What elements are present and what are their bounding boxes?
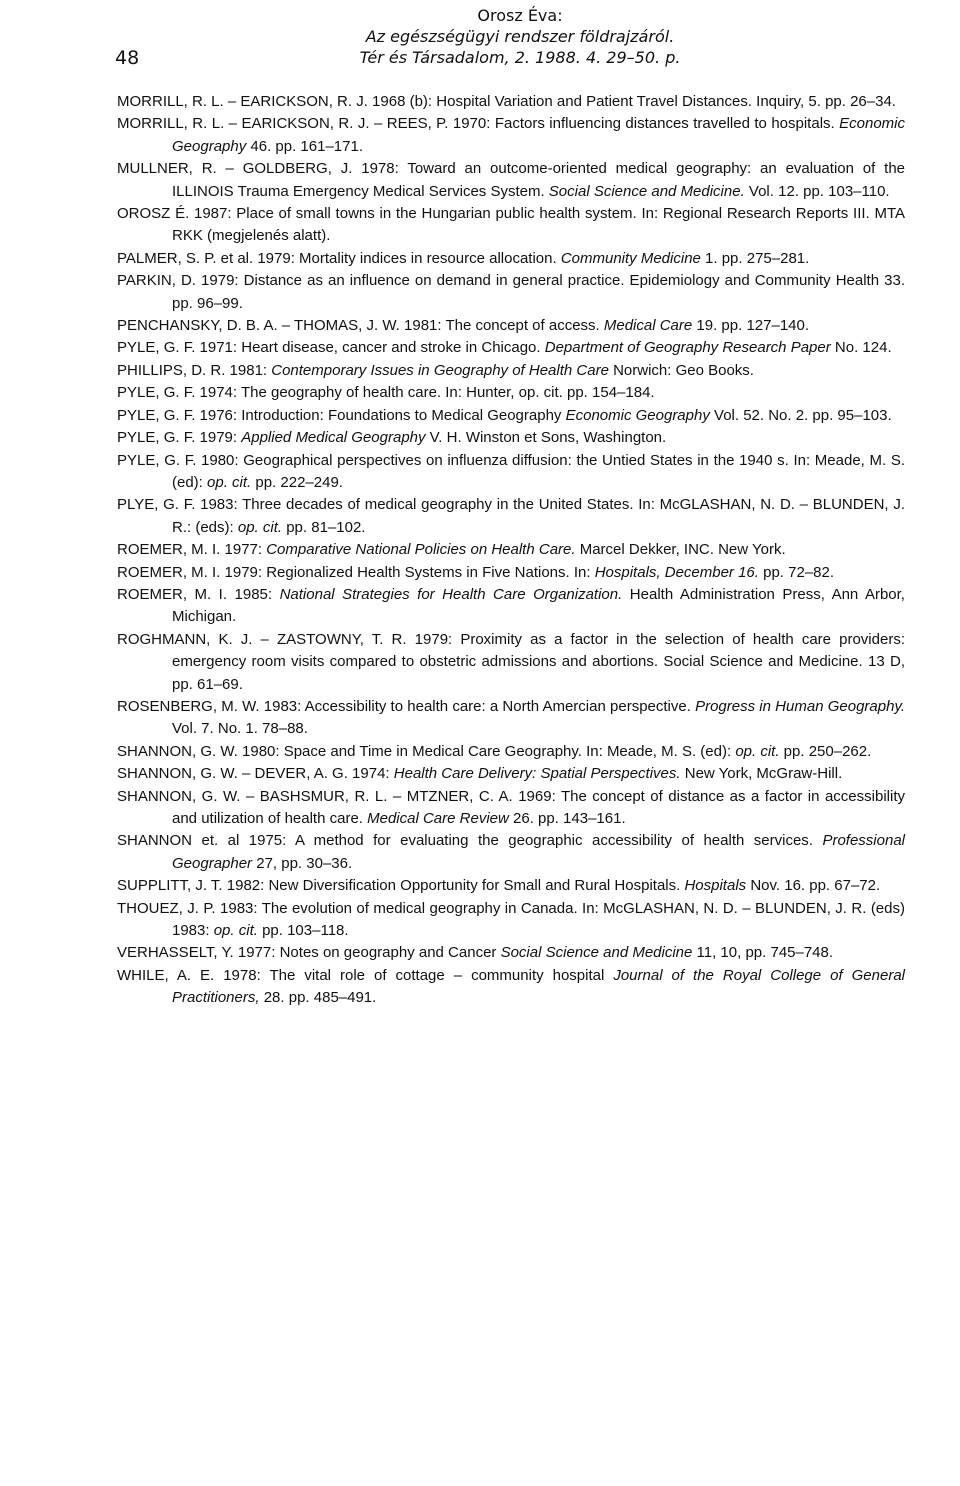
header-title: Az egészségügyi rendszer földrajzáról. [365, 27, 675, 46]
reference-entry: ROEMER, M. I. 1985: National Strategies for Health Care Organization. Health Administration Press, Ann Arbor, Michigan. [117, 585, 905, 626]
reference-entry: VERHASSELT, Y. 1977: Notes on geography and Cancer Social Science and Medicine 11, 10, pp. 745–748. [117, 944, 834, 962]
reference-entry: SHANNON et. al 1975: A method for evaluating the geographic accessibility of health services. Professional Geographer 27, pp. 30–36. [117, 832, 905, 872]
reference-entry: THOUEZ, J. P. 1983: The evolution of medical geography in Canada. In: McGLASHAN, N. D. – BLUNDEN, J. R. (eds) 1983: op. cit. pp. 103–118. [117, 899, 905, 940]
reference-list [117, 91, 905, 1010]
header-citation: Tér és Társadalom, 2. 1988. 4. 29–50. p. [359, 48, 681, 67]
header-author: Orosz Éva: [477, 6, 563, 25]
reference-entry: OROSZ É. 1987: Place of small towns in the Hungarian public health system. In: Regional Research Reports III. MTA RKK (megjelenés alatt). [117, 205, 905, 245]
reference-entry: PYLE, G. F. 1976: Introduction: Foundations to Medical Geography Economic Geography Vol. 52. No. 2. pp. 95–103. [117, 406, 892, 424]
reference-entry: PARKIN, D. 1979: Distance as an influence on demand in general practice. Epidemiology and Community Health 33. pp. 96–99. [117, 272, 905, 312]
reference-entry: PYLE, G. F. 1974: The geography of health care. In: Hunter, op. cit. pp. 154–184. [117, 384, 655, 402]
reference-entry: PYLE, G. F. 1979: Applied Medical Geography V. H. Winston et Sons, Washington. [117, 429, 667, 447]
reference-entry: SHANNON, G. W. – BASHSMUR, R. L. – MTZNER, C. A. 1969: The concept of distance as a factor in accessibility and utilization of health care. Medical Care Review 26. pp. 143–161. [117, 787, 905, 827]
reference-entry: ROGHMANN, K. J. – ZASTOWNY, T. R. 1979: Proximity as a factor in the selection of health care providers: emergency room visits compared to obstetric admissions and abortions. Social Science and Medicine. 13 D, pp. 61–69. [117, 630, 905, 693]
reference-entry: PYLE, G. F. 1980: Geographical perspectives on influenza diffusion: the Untied States in the 1940 s. In: Meade, M. S. (ed): op. cit. pp. 222–249. [117, 451, 905, 491]
reference-entry: ROEMER, M. I. 1979: Regionalized Health Systems in Five Nations. In: Hospitals, December 16. pp. 72–82. [117, 563, 835, 581]
page-number: 48 [115, 47, 140, 69]
reference-entry: ROEMER, M. I. 1977: Comparative National Policies on Health Care. Marcel Dekker, INC. New York. [117, 541, 786, 559]
reference-entry: PALMER, S. P. et al. 1979: Mortality indices in resource allocation. Community Medicine 1. pp. 275–281. [117, 249, 810, 267]
reference-entry: SHANNON, G. W. 1980: Space and Time in Medical Care Geography. In: Meade, M. S. (ed): op. cit. pp. 250–262. [117, 742, 872, 760]
reference-entry: SUPPLITT, J. T. 1982: New Diversification Opportunity for Small and Rural Hospitals. Hospitals Nov. 16. pp. 67–72. [117, 877, 881, 895]
reference-entry: MORRILL, R. L. – EARICKSON, R. J. – REES, P. 1970: Factors influencing distances travelled to hospitals. Economic Geography 46. pp. 161–171. [117, 115, 905, 155]
reference-entry: WHILE, A. E. 1978: The vital role of cottage – community hospital Journal of the Royal College of General Practitioners, 28. pp. 485–491. [117, 966, 906, 1007]
reference-entry: PENCHANSKY, D. B. A. – THOMAS, J. W. 1981: The concept of access. Medical Care 19. pp. 127–140. [117, 317, 810, 335]
reference-entry: MULLNER, R. – GOLDBERG, J. 1978: Toward an outcome-oriented medical geography: an evaluation of the ILLINOIS Trauma Emergency Medical Services System. Social Science and Medicine. Vol. 12. pp. 103–110. [117, 160, 905, 200]
reference-entry: SHANNON, G. W. – DEVER, A. G. 1974: Health Care Delivery: Spatial Perspectives. New York, McGraw-Hill. [117, 765, 843, 783]
reference-entry: MORRILL, R. L. – EARICKSON, R. J. 1968 (b): Hospital Variation and Patient Travel Distances. Inquiry, 5. pp. 26–34. [117, 93, 896, 110]
reference-entry: PHILLIPS, D. R. 1981: Contemporary Issues in Geography of Health Care Norwich: Geo Books. [117, 361, 754, 379]
reference-entry: PYLE, G. F. 1971: Heart disease, cancer and stroke in Chicago. Department of Geography Research Paper No. 124. [117, 339, 892, 357]
reference-entry: PLYE, G. F. 1983: Three decades of medical geography in the United States. In: McGLASHAN, N. D. – BLUNDEN, J. R.: (eds): op. cit. pp. 81–102. [117, 496, 905, 536]
running-header [300, 5, 740, 68]
reference-entry: ROSENBERG, M. W. 1983: Accessibility to health care: a North Amercian perspective. Progress in Human Geography. Vol. 7. No. 1. 78–88. [117, 697, 906, 738]
